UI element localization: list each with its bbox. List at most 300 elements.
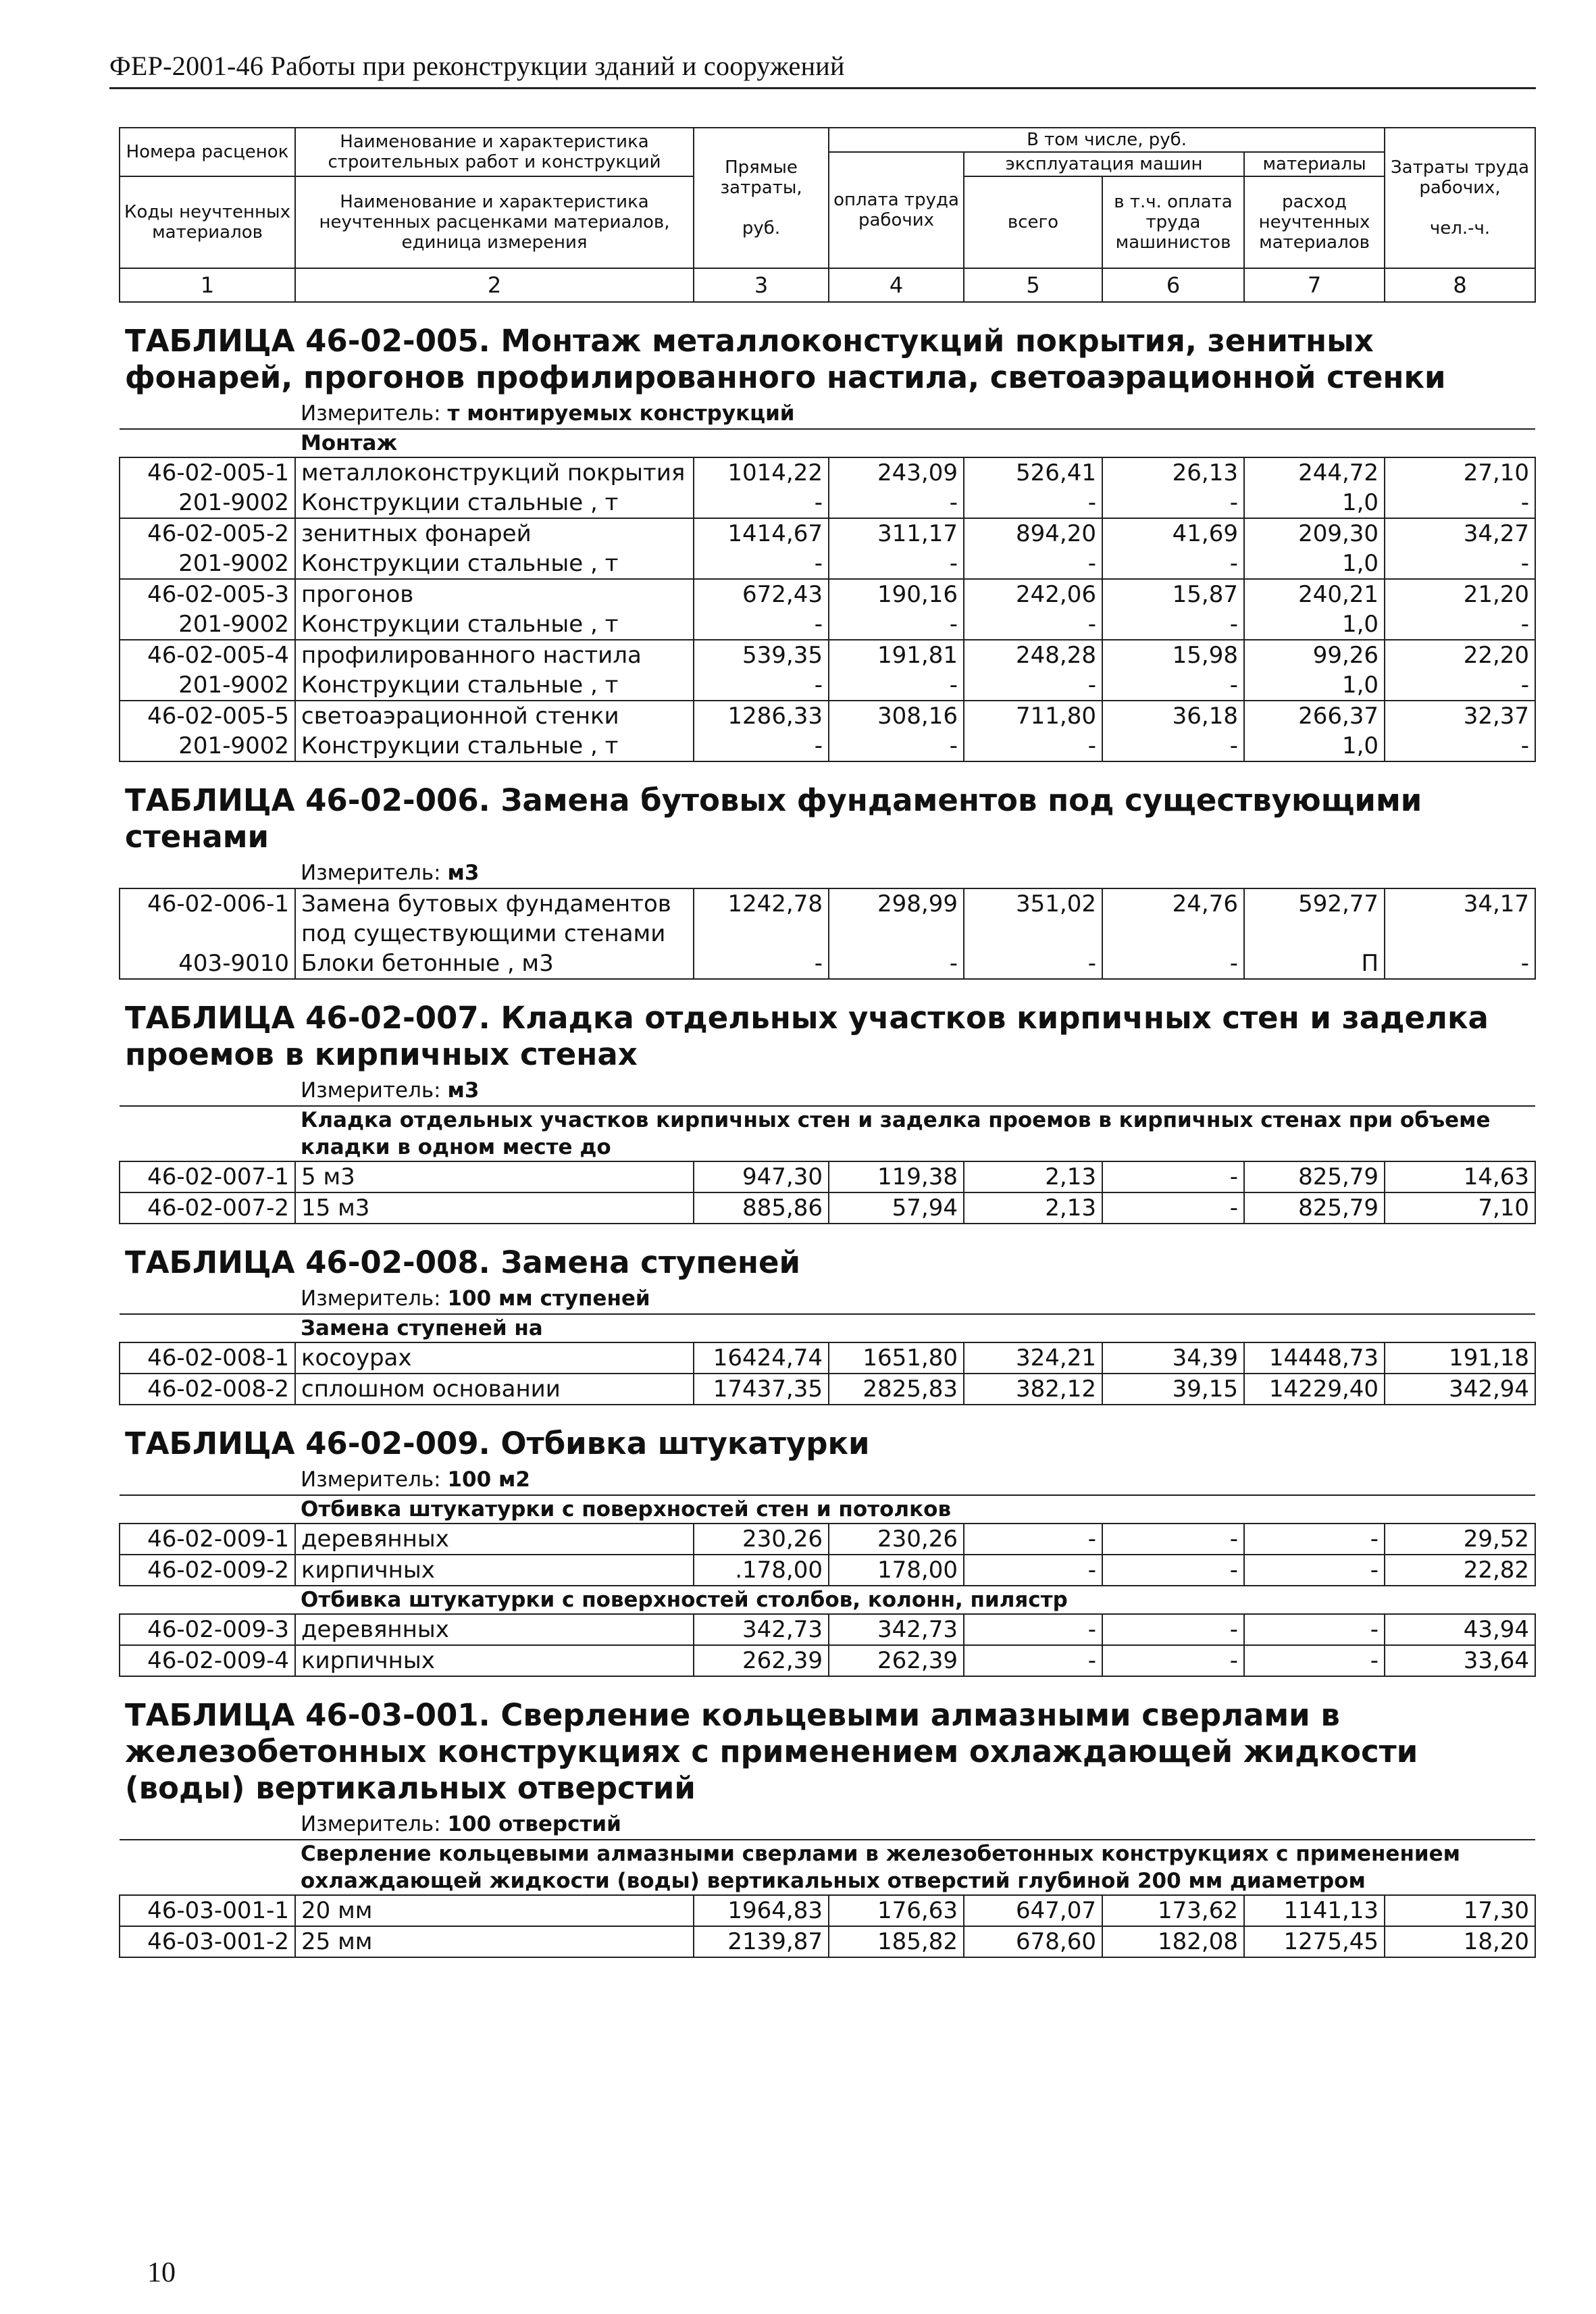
header-col3-label: Прямые затраты, xyxy=(720,157,802,198)
section-heading-row xyxy=(120,1840,1535,1895)
value-c4: 243,09 xyxy=(829,457,964,488)
value-c4: - xyxy=(829,731,964,761)
value-c4: 119,38 xyxy=(829,1161,964,1192)
header-col8-label: Затраты труда рабочих, xyxy=(1391,157,1530,198)
meter-spacer xyxy=(120,1809,295,1840)
value-c6: - xyxy=(1102,731,1244,761)
table-title: ТАБЛИЦА 46-02-008. Замена ступеней xyxy=(125,1244,800,1280)
value-c3: 16424,74 xyxy=(694,1342,829,1374)
rate-row xyxy=(120,1524,1535,1555)
section-spacer xyxy=(120,1840,295,1895)
meter-row xyxy=(120,1284,1535,1314)
rate-name-text: прогонов xyxy=(301,581,414,608)
value-c5: - xyxy=(964,1614,1102,1645)
table-title-row xyxy=(120,302,1535,399)
value-c5: 382,12 xyxy=(964,1374,1102,1405)
section-spacer xyxy=(120,1314,295,1342)
value-c6: - xyxy=(1102,670,1244,701)
header-row-1 xyxy=(120,128,1535,152)
header-col1-bottom: Коды неучтенных материалов xyxy=(120,176,295,268)
material-row xyxy=(120,549,1535,579)
rate-code: 201-9002 xyxy=(120,488,295,518)
header-col2-top: Наименование и характеристика строительных работ и конструкций xyxy=(295,128,694,176)
column-number: 6 xyxy=(1102,268,1244,302)
rate-name-text: Замена бутовых фундаментов xyxy=(301,890,671,917)
value-c8: 342,94 xyxy=(1385,1374,1535,1405)
rate-row xyxy=(120,1895,1535,1926)
value-c6: - xyxy=(1102,1645,1244,1676)
table-title: ТАБЛИЦА 46-02-009. Отбивка штукатурки xyxy=(125,1426,870,1461)
value-c3: .178,00 xyxy=(694,1555,829,1586)
rate-row xyxy=(120,1926,1535,1957)
value-c6: 41,69 xyxy=(1102,518,1244,549)
rate-name xyxy=(295,731,694,761)
rate-row xyxy=(120,457,1535,488)
header-col5: всего xyxy=(964,176,1102,268)
column-number: 4 xyxy=(829,268,964,302)
value-c7: - xyxy=(1244,1555,1385,1586)
rate-code: 46-02-007-2 xyxy=(120,1192,295,1224)
meter-value: м3 xyxy=(447,861,480,885)
rate-row xyxy=(120,1645,1535,1676)
rate-code: 46-02-005-2 xyxy=(120,518,295,549)
value-c8: - xyxy=(1385,949,1535,979)
meter-row xyxy=(120,399,1535,429)
rate-name-text: 15 м3 xyxy=(301,1194,370,1222)
header-col2-bottom: Наименование и характеристика неучтенных расценками материалов, единица измерения xyxy=(295,176,694,268)
section-heading: Замена ступеней на xyxy=(295,1314,1535,1342)
rate-row xyxy=(120,640,1535,670)
value-c8: 33,64 xyxy=(1385,1645,1535,1676)
value-c6: 26,13 xyxy=(1102,457,1244,488)
value-c7: - xyxy=(1244,1524,1385,1555)
rate-row xyxy=(120,518,1535,549)
value-c8: 191,18 xyxy=(1385,1342,1535,1374)
value-c5: 526,41 xyxy=(964,457,1102,488)
value-c3: 2139,87 xyxy=(694,1926,829,1957)
rate-name-text: Конструкции стальные , т xyxy=(301,550,619,577)
rate-name xyxy=(295,1645,694,1676)
value-c6: - xyxy=(1102,488,1244,518)
value-c4: 230,26 xyxy=(829,1524,964,1555)
value-c8: 29,52 xyxy=(1385,1524,1535,1555)
meter-spacer xyxy=(120,858,295,888)
value-c8: 43,94 xyxy=(1385,1614,1535,1645)
value-c5: 894,20 xyxy=(964,518,1102,549)
meter-value: 100 м2 xyxy=(447,1467,530,1492)
meter-value: 100 отверстий xyxy=(447,1812,621,1836)
value-c4: - xyxy=(829,670,964,701)
value-c6: 24,76 xyxy=(1102,888,1244,949)
value-c3: - xyxy=(694,949,829,979)
rate-name xyxy=(295,888,694,949)
meter-row xyxy=(120,1076,1535,1106)
value-c8: 18,20 xyxy=(1385,1926,1535,1957)
value-c3: 1286,33 xyxy=(694,701,829,731)
meter-row xyxy=(120,1809,1535,1840)
rate-code: 46-02-009-4 xyxy=(120,1645,295,1676)
section-heading: Отбивка штукатурки с поверхностей стен и потолков xyxy=(295,1495,1535,1524)
value-c4: 1651,80 xyxy=(829,1342,964,1374)
section-heading-row xyxy=(120,1314,1535,1342)
rate-code: 201-9002 xyxy=(120,731,295,761)
value-c7: 266,37 xyxy=(1244,701,1385,731)
value-c4: 185,82 xyxy=(829,1926,964,1957)
value-c5: - xyxy=(964,1645,1102,1676)
meter xyxy=(295,1809,1535,1840)
value-c3: - xyxy=(694,731,829,761)
rate-name xyxy=(295,488,694,518)
rate-row xyxy=(120,1192,1535,1224)
value-c5: 351,02 xyxy=(964,888,1102,949)
column-numbers-row xyxy=(120,268,1535,302)
rate-name-text: деревянных xyxy=(301,1526,449,1553)
value-c4: 176,63 xyxy=(829,1895,964,1926)
header-col4: оплата труда рабочих xyxy=(829,152,964,268)
value-c3: - xyxy=(694,609,829,640)
header-col3-unit: руб. xyxy=(742,218,781,238)
rate-row xyxy=(120,701,1535,731)
column-number: 7 xyxy=(1244,268,1385,302)
rate-code: 46-03-001-1 xyxy=(120,1895,295,1926)
header-col8-unit: чел.-ч. xyxy=(1429,218,1491,238)
meter-label: Измеритель: xyxy=(301,1812,441,1836)
rate-name-text-cont: под существующими стенами xyxy=(301,920,666,947)
value-c8: 22,20 xyxy=(1385,640,1535,670)
value-c4: - xyxy=(829,549,964,579)
value-c6: - xyxy=(1102,949,1244,979)
header-col3 xyxy=(694,128,829,268)
page-number: 10 xyxy=(147,2257,176,2288)
column-number: 1 xyxy=(120,268,295,302)
header-col8 xyxy=(1385,128,1535,268)
value-c8: - xyxy=(1385,488,1535,518)
section-heading: Сверление кольцевыми алмазными сверлами в железобетонных конструкциях с применением охлаждающей жидкости (воды) вертикальных отверстий глубиной 200 мм диаметром xyxy=(295,1840,1535,1895)
value-c5: 324,21 xyxy=(964,1342,1102,1374)
section-heading: Отбивка штукатурки с поверхностей столбов, колонн, пилястр xyxy=(295,1586,1535,1614)
header-machines: эксплуатация машин xyxy=(964,152,1244,176)
section-heading-row xyxy=(120,429,1535,457)
meter-spacer xyxy=(120,1076,295,1106)
rate-code: 46-03-001-2 xyxy=(120,1926,295,1957)
rate-code: 403-9010 xyxy=(120,949,295,979)
rate-code: 46-02-009-2 xyxy=(120,1555,295,1586)
section-heading-row xyxy=(120,1106,1535,1161)
rate-name xyxy=(295,609,694,640)
rate-name-text: Конструкции стальные , т xyxy=(301,611,619,638)
rate-name xyxy=(295,1555,694,1586)
value-c8: 7,10 xyxy=(1385,1192,1535,1224)
value-c4: 57,94 xyxy=(829,1192,964,1224)
rate-code: 201-9002 xyxy=(120,549,295,579)
value-c4: - xyxy=(829,609,964,640)
rate-code: 46-02-009-3 xyxy=(120,1614,295,1645)
rate-name xyxy=(295,1895,694,1926)
rate-name-text: 5 м3 xyxy=(301,1163,355,1190)
value-c8: 34,27 xyxy=(1385,518,1535,549)
value-c5: 242,06 xyxy=(964,579,1102,609)
value-c5: 711,80 xyxy=(964,701,1102,731)
value-c3: 262,39 xyxy=(694,1645,829,1676)
rate-name-text: 20 мм xyxy=(301,1897,373,1924)
value-c3: 17437,35 xyxy=(694,1374,829,1405)
material-row xyxy=(120,488,1535,518)
meter-spacer xyxy=(120,1284,295,1314)
rate-name-text: 25 мм xyxy=(301,1928,373,1955)
rate-row xyxy=(120,1614,1535,1645)
value-c7: 240,21 xyxy=(1244,579,1385,609)
rate-code: 46-02-007-1 xyxy=(120,1161,295,1192)
value-c8: 21,20 xyxy=(1385,579,1535,609)
meter-label: Измеритель: xyxy=(301,1286,441,1311)
value-c3: - xyxy=(694,670,829,701)
header-col7: расход неучтенных материалов xyxy=(1244,176,1385,268)
table-title-row xyxy=(120,1676,1535,1809)
value-c8: - xyxy=(1385,731,1535,761)
rate-code: 46-02-009-1 xyxy=(120,1524,295,1555)
rate-code: 46-02-005-3 xyxy=(120,579,295,609)
meter xyxy=(295,1284,1535,1314)
rate-name-text: Конструкции стальные , т xyxy=(301,489,619,516)
rate-name xyxy=(295,670,694,701)
section-heading-row xyxy=(120,1495,1535,1524)
rate-code: 46-02-005-5 xyxy=(120,701,295,731)
column-number: 2 xyxy=(295,268,694,302)
value-c3: 1414,67 xyxy=(694,518,829,549)
value-c8: - xyxy=(1385,609,1535,640)
rate-name xyxy=(295,579,694,609)
value-c7: 1,0 xyxy=(1244,549,1385,579)
rate-name xyxy=(295,1192,694,1224)
value-c5: 647,07 xyxy=(964,1895,1102,1926)
value-c6: - xyxy=(1102,549,1244,579)
value-c4: 190,16 xyxy=(829,579,964,609)
rate-name xyxy=(295,701,694,731)
value-c3: 539,35 xyxy=(694,640,829,670)
rate-row xyxy=(120,579,1535,609)
rate-name xyxy=(295,549,694,579)
table-title-row xyxy=(120,979,1535,1076)
value-c5: - xyxy=(964,670,1102,701)
rate-row xyxy=(120,1342,1535,1374)
value-c3: 230,26 xyxy=(694,1524,829,1555)
rate-name xyxy=(295,1342,694,1374)
value-c6: 15,87 xyxy=(1102,579,1244,609)
rate-name xyxy=(295,1524,694,1555)
value-c7: 99,26 xyxy=(1244,640,1385,670)
header-col1-top: Номера расценок xyxy=(120,128,295,176)
meter-spacer xyxy=(120,399,295,429)
value-c3: 947,30 xyxy=(694,1161,829,1192)
meter-value: м3 xyxy=(447,1078,480,1103)
column-number: 5 xyxy=(964,268,1102,302)
rate-code: 46-02-005-1 xyxy=(120,457,295,488)
value-c8: - xyxy=(1385,670,1535,701)
rate-name-text: кирпичных xyxy=(301,1647,435,1674)
value-c5: 248,28 xyxy=(964,640,1102,670)
rate-name xyxy=(295,457,694,488)
column-number: 3 xyxy=(694,268,829,302)
table-title: ТАБЛИЦА 46-03-001. Сверление кольцевыми алмазными сверлами в железобетонных конструкциях с применением охлаждающей жидкости (воды) вертикальных отверстий xyxy=(125,1697,1418,1806)
header-group-label: В том числе, руб. xyxy=(829,128,1385,152)
rate-name-text: светоаэрационной стенки xyxy=(301,703,619,730)
value-c5: 2,13 xyxy=(964,1192,1102,1224)
section-spacer xyxy=(120,1586,295,1614)
value-c3: 672,43 xyxy=(694,579,829,609)
value-c4: 308,16 xyxy=(829,701,964,731)
value-c5: - xyxy=(964,1555,1102,1586)
value-c5: 2,13 xyxy=(964,1161,1102,1192)
rate-row xyxy=(120,1161,1535,1192)
value-c8: 22,82 xyxy=(1385,1555,1535,1586)
meter-row xyxy=(120,858,1535,888)
value-c4: 342,73 xyxy=(829,1614,964,1645)
table-title-row xyxy=(120,761,1535,858)
rate-name-text: деревянных xyxy=(301,1616,449,1643)
value-c7: 1,0 xyxy=(1244,609,1385,640)
table-title: ТАБЛИЦА 46-02-006. Замена бутовых фундаментов под существующими стенами xyxy=(125,782,1422,855)
value-c7: 14229,40 xyxy=(1244,1374,1385,1405)
rate-name xyxy=(295,1926,694,1957)
value-c4: - xyxy=(829,488,964,518)
meter-value: т монтируемых конструкций xyxy=(447,401,795,426)
rate-row xyxy=(120,1374,1535,1405)
value-c5: - xyxy=(964,609,1102,640)
rate-name xyxy=(295,949,694,979)
value-c8: 27,10 xyxy=(1385,457,1535,488)
value-c6: - xyxy=(1102,1555,1244,1586)
value-c8: 32,37 xyxy=(1385,701,1535,731)
value-c7: 1,0 xyxy=(1244,488,1385,518)
rate-name-text: зенитных фонарей xyxy=(301,520,532,547)
value-c6: 34,39 xyxy=(1102,1342,1244,1374)
value-c7: 1141,13 xyxy=(1244,1895,1385,1926)
value-c7: 244,72 xyxy=(1244,457,1385,488)
value-c7: 825,79 xyxy=(1244,1192,1385,1224)
rate-code: 46-02-006-1 xyxy=(120,888,295,949)
value-c5: - xyxy=(964,731,1102,761)
value-c4: 191,81 xyxy=(829,640,964,670)
meter xyxy=(295,1076,1535,1106)
running-head: ФЕР-2001-46 Работы при реконструкции зданий и сооружений xyxy=(109,50,1536,89)
value-c8: 34,17 xyxy=(1385,888,1535,949)
rate-name-text: Конструкции стальные , т xyxy=(301,732,619,759)
rate-name xyxy=(295,640,694,670)
section-spacer xyxy=(120,1106,295,1161)
meter xyxy=(295,399,1535,429)
value-c4: 178,00 xyxy=(829,1555,964,1586)
rate-name xyxy=(295,518,694,549)
value-c5: - xyxy=(964,488,1102,518)
table-title-row xyxy=(120,1405,1535,1465)
value-c5: 678,60 xyxy=(964,1926,1102,1957)
material-row xyxy=(120,609,1535,640)
meter-value: 100 мм ступеней xyxy=(447,1286,650,1311)
value-c6: - xyxy=(1102,1524,1244,1555)
value-c6: 173,62 xyxy=(1102,1895,1244,1926)
value-c3: - xyxy=(694,488,829,518)
value-c6: 15,98 xyxy=(1102,640,1244,670)
value-c4: 311,17 xyxy=(829,518,964,549)
meter-label: Измеритель: xyxy=(301,1467,441,1492)
value-c7: П xyxy=(1244,949,1385,979)
value-c8: 17,30 xyxy=(1385,1895,1535,1926)
meter-spacer xyxy=(120,1465,295,1495)
meter-label: Измеритель: xyxy=(301,1078,441,1103)
value-c6: 182,08 xyxy=(1102,1926,1244,1957)
value-c7: 209,30 xyxy=(1244,518,1385,549)
value-c6: - xyxy=(1102,1192,1244,1224)
section-heading: Кладка отдельных участков кирпичных стен и заделка проемов в кирпичных стенах при объеме кладки в одном месте до xyxy=(295,1106,1535,1161)
rate-name-text: Конструкции стальные , т xyxy=(301,672,619,699)
value-c6: - xyxy=(1102,1161,1244,1192)
material-row xyxy=(120,670,1535,701)
value-c3: 1014,22 xyxy=(694,457,829,488)
table-title: ТАБЛИЦА 46-02-005. Монтаж металлоконстукций покрытия, зенитных фонарей, прогонов профилированного настила, светоаэрационной стенки xyxy=(125,323,1446,395)
rate-name xyxy=(295,1614,694,1645)
value-c4: 2825,83 xyxy=(829,1374,964,1405)
value-c7: - xyxy=(1244,1614,1385,1645)
section-heading: Монтаж xyxy=(295,429,1535,457)
rate-code: 46-02-005-4 xyxy=(120,640,295,670)
meter-label: Измеритель: xyxy=(301,401,441,426)
value-c6: 36,18 xyxy=(1102,701,1244,731)
value-c7: 592,77 xyxy=(1244,888,1385,949)
value-c7: 14448,73 xyxy=(1244,1342,1385,1374)
rate-name-text: Блоки бетонные , м3 xyxy=(301,950,554,977)
material-row xyxy=(120,731,1535,761)
value-c5: - xyxy=(964,949,1102,979)
rates-table xyxy=(119,127,1536,1958)
value-c5: - xyxy=(964,549,1102,579)
value-c6: - xyxy=(1102,609,1244,640)
value-c3: 1242,78 xyxy=(694,888,829,949)
rate-code: 46-02-008-1 xyxy=(120,1342,295,1374)
column-number: 8 xyxy=(1385,268,1535,302)
value-c4: - xyxy=(829,949,964,979)
rate-code: 46-02-008-2 xyxy=(120,1374,295,1405)
value-c3: 342,73 xyxy=(694,1614,829,1645)
value-c7: 1275,45 xyxy=(1244,1926,1385,1957)
meter-label: Измеритель: xyxy=(301,861,441,885)
rate-name-text: косоурах xyxy=(301,1344,412,1372)
section-heading-row xyxy=(120,1586,1535,1614)
section-spacer xyxy=(120,1495,295,1524)
rate-code: 201-9002 xyxy=(120,609,295,640)
value-c7: 825,79 xyxy=(1244,1161,1385,1192)
rate-row xyxy=(120,1555,1535,1586)
value-c3: 885,86 xyxy=(694,1192,829,1224)
value-c8: 14,63 xyxy=(1385,1161,1535,1192)
rate-row xyxy=(120,888,1535,949)
value-c8: - xyxy=(1385,549,1535,579)
value-c7: 1,0 xyxy=(1244,731,1385,761)
table-title-row xyxy=(120,1224,1535,1284)
value-c4: 298,99 xyxy=(829,888,964,949)
value-c6: 39,15 xyxy=(1102,1374,1244,1405)
rate-name-text: металлоконструкций покрытия xyxy=(301,459,686,486)
value-c3: 1964,83 xyxy=(694,1895,829,1926)
material-row xyxy=(120,949,1535,979)
rate-code: 201-9002 xyxy=(120,670,295,701)
header-materials: материалы xyxy=(1244,152,1385,176)
section-spacer xyxy=(120,429,295,457)
rate-name-text: профилированного настила xyxy=(301,642,642,669)
value-c4: 262,39 xyxy=(829,1645,964,1676)
header-col6: в т.ч. оплата труда машинистов xyxy=(1102,176,1244,268)
value-c7: - xyxy=(1244,1645,1385,1676)
rate-name-text: кирпичных xyxy=(301,1557,435,1584)
